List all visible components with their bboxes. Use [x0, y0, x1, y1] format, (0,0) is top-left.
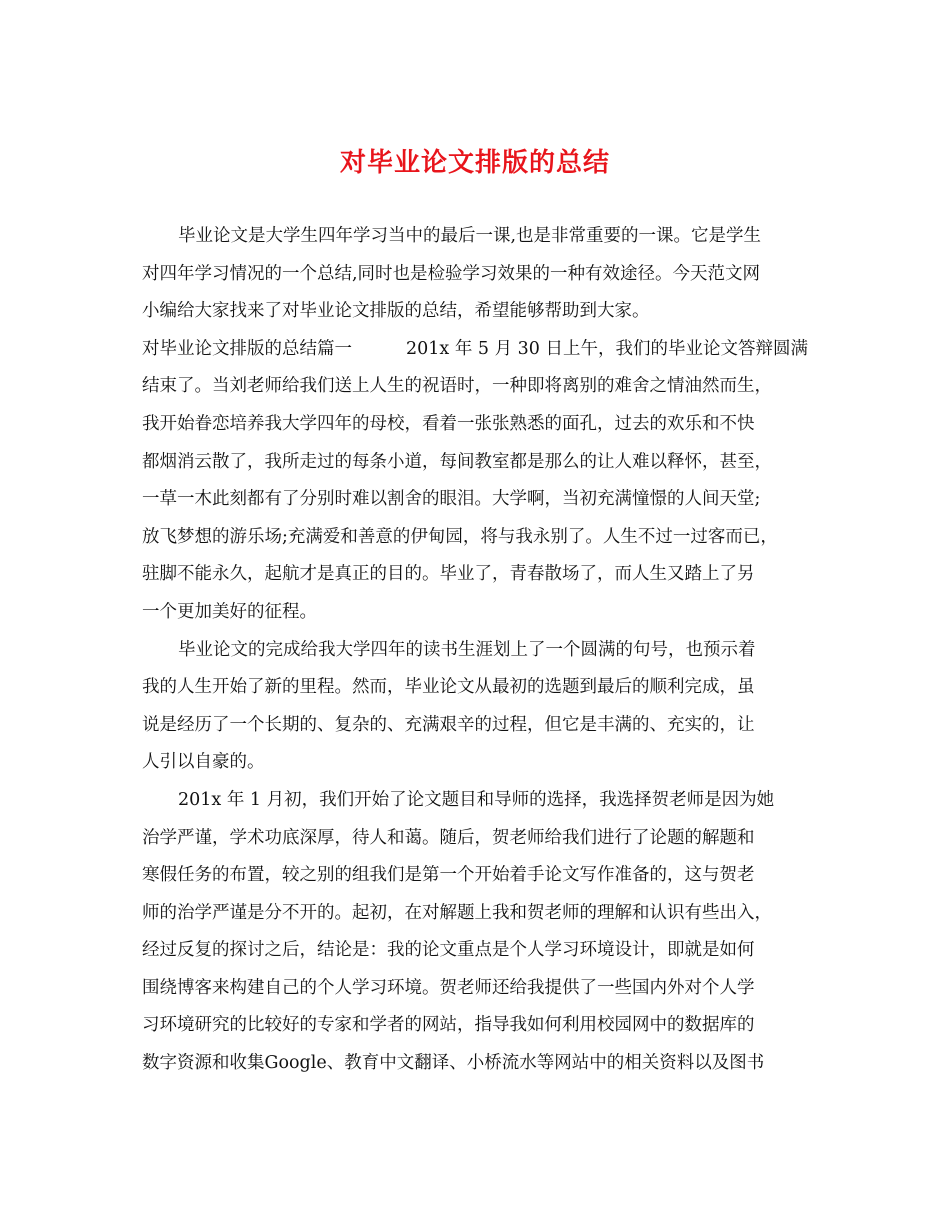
text-line: 一草一木此刻都有了分别时难以割舍的眼泪。大学啊，当初充满憧憬的人间天堂; [142, 489, 761, 510]
text-line: 201x 年 1 月初，我们开始了论文题目和导师的选择，我选择贺老师是因为她 [178, 789, 775, 810]
text-line: 数字资源和收集Google、教育中文翻译、小桥流水等网站中的相关资料以及图书 [142, 1053, 765, 1074]
text-line: 毕业论文的完成给我大学四年的读书生涯划上了一个圆满的句号，也预示着 [178, 639, 756, 660]
text-line: 治学严谨，学术功底深厚，待人和蔼。随后，贺老师给我们进行了论题的解题和 [142, 827, 755, 848]
paragraph-intro [142, 218, 810, 331]
text-line: 围绕博客来构建自己的个人学习环境。贺老师还给我提供了一些国内外对个人学 [142, 977, 755, 998]
text-line: 师的治学严谨是分不开的。起初，在对解题上我和贺老师的理解和认识有些出入， [142, 902, 772, 923]
document-body [142, 218, 810, 1083]
text-line: 人引以自豪的。 [142, 752, 265, 773]
text-line: 说是经历了一个长期的、复杂的、充满艰辛的过程，但它是丰满的、充实的，让 [142, 714, 755, 735]
text-line: 我的人生开始了新的里程。然而，毕业论文从最初的选题到最后的顺利完成，虽 [142, 677, 755, 698]
text-line: 一个更加美好的征程。 [142, 601, 317, 622]
text-line: 放飞梦想的游乐场;充满爱和善意的伊甸园，将与我永别了。人生不过一过客而已， [142, 526, 778, 547]
paragraph-section-one [142, 331, 810, 632]
document-title: 对毕业论文排版的总结 [339, 148, 610, 178]
text-line: 结束了。当刘老师给我们送上人生的祝语时，一种即将离别的难舍之情油然而生， [142, 376, 772, 397]
paragraph-topic-selection [142, 782, 810, 1083]
section-first-line: 201x 年 5 月 30 日上午，我们的毕业论文答辩圆满 [406, 338, 808, 359]
section-heading: 对毕业论文排版的总结篇一 [142, 338, 352, 359]
paragraph-completion [142, 632, 810, 782]
text-line: 对四年学习情况的一个总结,同时也是检验学习效果的一种有效途径。今天范文网 [142, 263, 761, 284]
text-line: 我开始眷恋培养我大学四年的母校，看着一张张熟悉的面孔，过去的欢乐和不快 [142, 413, 755, 434]
text-line: 小编给大家找来了对毕业论文排版的总结，希望能够帮助到大家。 [142, 301, 650, 322]
text-line: 都烟消云散了，我所走过的每条小道，每间教室都是那么的让人难以释怀，甚至， [142, 451, 772, 472]
text-line [142, 331, 810, 369]
text-line: 经过反复的探讨之后，结论是：我的论文重点是个人学习环境设计，即就是如何 [142, 940, 755, 961]
text-line: 驻脚不能永久，起航才是真正的目的。毕业了，青春散场了，而人生又踏上了另 [142, 564, 755, 585]
text-line: 寒假任务的布置，较之别的组我们是第一个开始着手论文写作准备的，这与贺老 [142, 865, 755, 886]
text-line: 毕业论文是大学生四年学习当中的最后一课,也是非常重要的一课。它是学生 [178, 226, 762, 246]
text-line: 习环境研究的比较好的专家和学者的网站，指导我如何利用校园网中的数据库的 [142, 1015, 755, 1036]
